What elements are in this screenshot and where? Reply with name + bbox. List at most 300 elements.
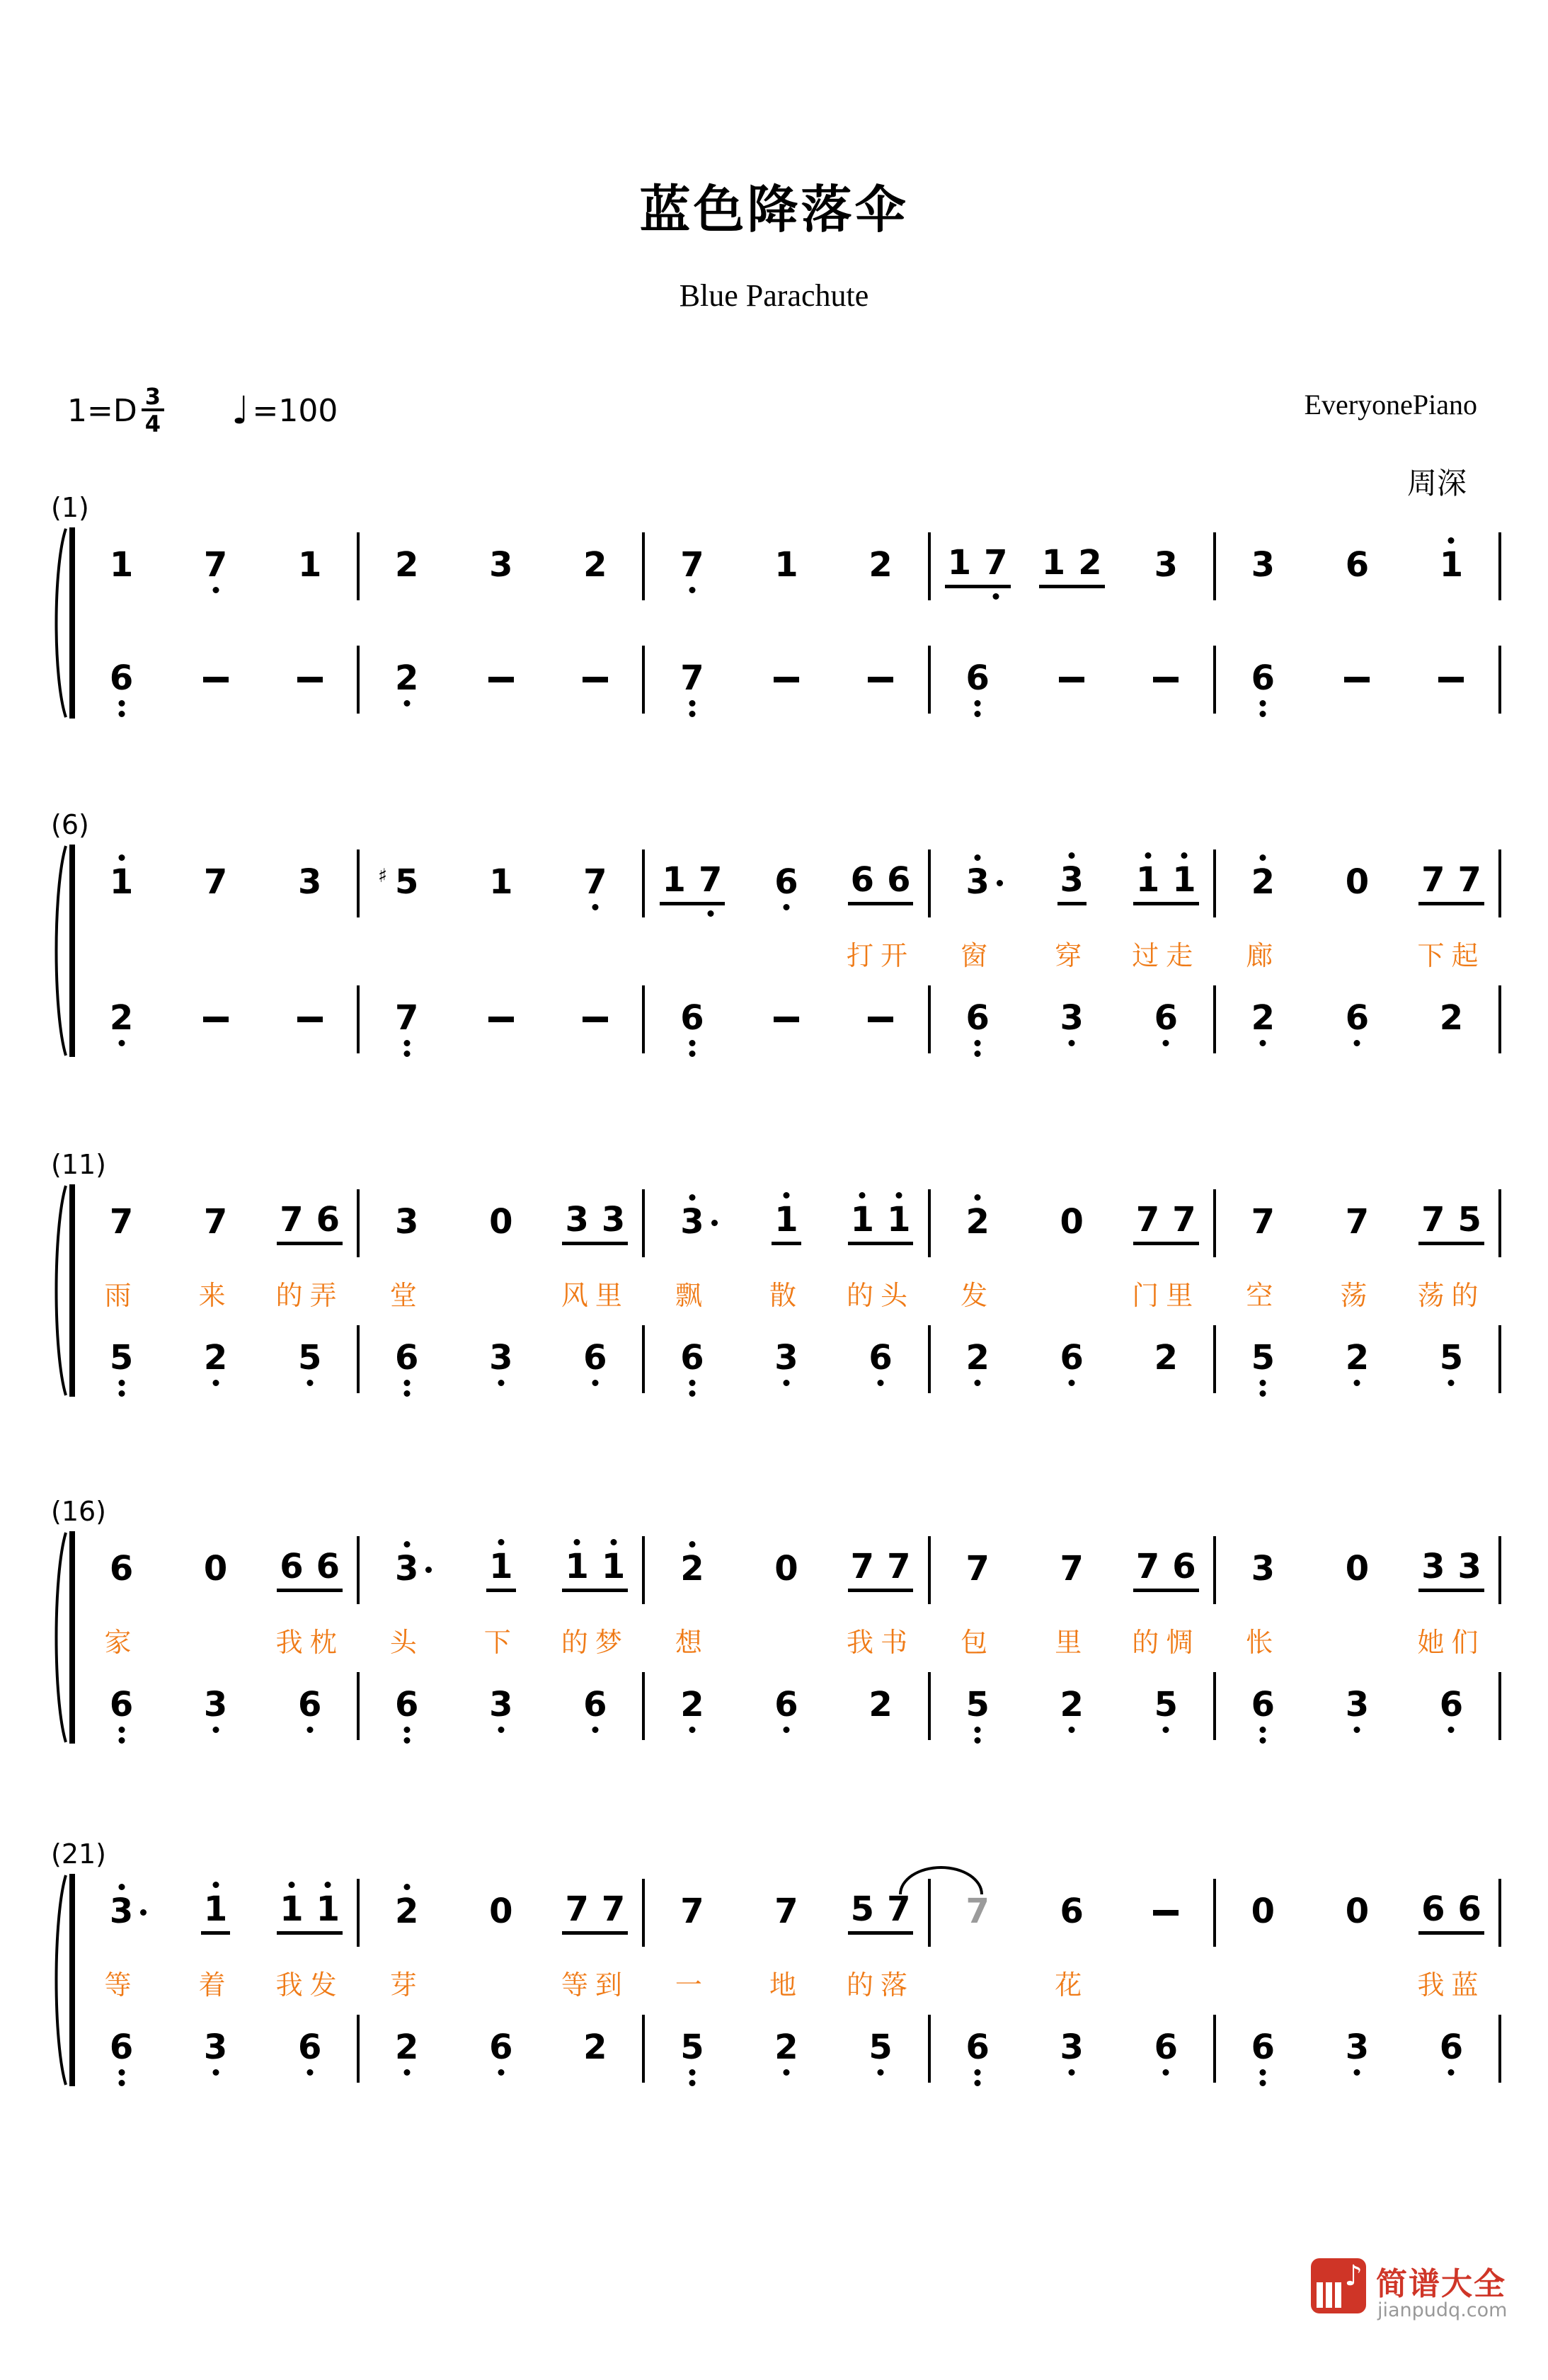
note-group — [201, 1550, 230, 1591]
note-group — [1057, 2029, 1087, 2069]
lyric-slot — [1119, 932, 1213, 974]
note-group — [486, 544, 515, 587]
note-group — [295, 864, 324, 904]
lyric-slot — [454, 1961, 548, 2003]
note-group — [772, 544, 801, 587]
tie-arc — [899, 1866, 983, 1894]
note-group — [486, 2029, 515, 2069]
lyric-slot — [1216, 932, 1310, 974]
note: 6 — [1251, 1686, 1275, 1723]
note: 6 — [298, 1686, 321, 1723]
measure — [360, 644, 642, 715]
note-group — [392, 2029, 421, 2069]
lyric-text: 飘 — [675, 1279, 709, 1311]
beat-slot — [834, 1535, 928, 1606]
note: 2 — [1251, 1000, 1275, 1036]
beat-slot — [263, 848, 357, 919]
lyric-text: 我书 — [847, 1626, 915, 1658]
lyric-slot — [931, 1271, 1025, 1314]
octave-dot-below — [975, 711, 981, 717]
note-group — [1152, 997, 1181, 1040]
octave-dot-below — [403, 1051, 410, 1057]
lyric-slot — [1404, 1961, 1498, 2003]
note-group — [201, 544, 230, 587]
octave-dot-above — [1181, 852, 1187, 859]
note-group — [580, 2029, 609, 2069]
beat-slot — [1404, 984, 1498, 1055]
note-group — [866, 2029, 895, 2069]
octave-dot-below — [707, 910, 713, 917]
note: 2 — [1346, 1339, 1369, 1376]
octave-dot-below — [1069, 2069, 1075, 2076]
note: 1 — [297, 544, 322, 585]
note-group — [295, 2029, 324, 2069]
note: 1 — [887, 1201, 910, 1238]
beat-slot — [1119, 1671, 1213, 1741]
lyric-text: 我发 — [275, 1969, 344, 2001]
lyric-slot — [1310, 932, 1404, 974]
octave-dot-below — [1354, 1040, 1360, 1046]
beat-slot — [1216, 2013, 1310, 2084]
lyric-slot — [1216, 1961, 1310, 2003]
octave-dot-below — [689, 1390, 695, 1397]
note: 6 — [1251, 660, 1275, 697]
note: 1 — [774, 1201, 798, 1238]
octave-dot-above — [118, 1884, 125, 1890]
lyric-slot — [834, 932, 928, 974]
note: 7 — [280, 1200, 304, 1240]
note: 3 — [565, 1200, 589, 1240]
note: 3 — [1346, 2029, 1369, 2066]
bass-staff — [74, 1671, 1501, 1741]
note-group — [945, 544, 1011, 588]
octave-dot-below — [1354, 2069, 1360, 2076]
note: 7 — [1421, 860, 1445, 900]
duration-dash — [774, 677, 799, 682]
beat-slot — [454, 1188, 548, 1259]
lyric-text: 等 — [104, 1969, 139, 2001]
octave-dot-below — [118, 711, 125, 717]
song-subtitle-en: Blue Parachute — [679, 278, 869, 313]
beat-slot — [263, 984, 357, 1055]
note-group — [677, 2029, 706, 2069]
octave-dot-below — [689, 2069, 695, 2076]
note: 6 — [774, 1686, 798, 1723]
octave-dot-below — [1163, 1040, 1169, 1046]
watermark-logo — [1311, 2258, 1366, 2313]
lyric-measure — [1216, 1618, 1498, 1661]
note: 1 — [602, 1548, 625, 1585]
note-group — [201, 1891, 230, 1935]
beat-slot — [74, 848, 168, 919]
note-group — [392, 1686, 421, 1727]
beat-slot — [645, 848, 739, 919]
measure-number-label: (11) — [51, 1149, 107, 1180]
lyric-measure — [931, 1961, 1213, 2003]
note: 6 — [680, 1000, 704, 1036]
note-group — [963, 997, 992, 1040]
note: 6 — [110, 1686, 133, 1723]
octave-dot-below — [118, 2080, 125, 2086]
beat-slot — [548, 1324, 642, 1395]
beat-slot — [1310, 2013, 1404, 2084]
note-group — [1249, 1550, 1278, 1591]
note-group — [580, 864, 609, 904]
note-group — [107, 997, 136, 1040]
octave-dot-below — [1069, 1380, 1075, 1386]
note-group — [392, 997, 421, 1040]
note-group — [848, 1548, 914, 1592]
lyric-measure — [645, 932, 927, 974]
octave-dot-above — [118, 854, 125, 861]
beat-slot — [931, 2013, 1025, 2084]
note: 1 — [489, 862, 513, 902]
note: 3 — [204, 1686, 227, 1723]
octave-dot-below — [403, 1040, 410, 1046]
duration-dash — [774, 1017, 799, 1022]
note-group — [562, 1891, 628, 1935]
measure — [74, 1324, 357, 1395]
note: 2 — [965, 1339, 989, 1376]
octave-dot-above — [325, 1882, 331, 1888]
note-group — [1418, 1548, 1484, 1592]
measure — [645, 1671, 927, 1741]
note: 3 — [1251, 544, 1275, 585]
beat-slot — [1216, 1535, 1310, 1606]
lyric-text: 堂 — [389, 1279, 424, 1311]
note: 1 — [1136, 862, 1159, 898]
note-group — [1418, 1201, 1484, 1245]
lyric-slot — [645, 932, 739, 974]
lyric-slot — [168, 1618, 263, 1661]
system-brace — [52, 1874, 67, 2086]
system-3 — [51, 1149, 1501, 1395]
barline — [1498, 1536, 1501, 1604]
rest-note: 0 — [1345, 862, 1370, 902]
lyric-text: 包 — [961, 1626, 995, 1658]
lyric-text: 想 — [675, 1626, 709, 1658]
beat-slot — [739, 1324, 833, 1395]
measure — [74, 1671, 357, 1741]
beat-slot — [1216, 1324, 1310, 1395]
lyric-text: 我枕 — [275, 1626, 344, 1658]
octave-dot-below — [118, 700, 125, 706]
lyric-slot — [931, 932, 1025, 974]
octave-dot-below — [878, 1380, 884, 1386]
beat-slot — [645, 1671, 739, 1741]
system-brace — [52, 1184, 67, 1397]
melody-staff — [74, 1877, 1501, 1948]
note: 2 — [583, 544, 607, 585]
beat-slot — [1310, 1671, 1404, 1741]
lyric-slot — [548, 932, 642, 974]
beat-slot — [74, 1324, 168, 1395]
beat-slot — [360, 1535, 454, 1606]
lyrics-line — [74, 1618, 1501, 1661]
lyric-text: 散 — [769, 1279, 803, 1311]
beat-slot — [263, 1188, 357, 1259]
beat-slot — [168, 848, 263, 919]
octave-dot-below — [1260, 1737, 1266, 1744]
note-group — [201, 1203, 230, 1244]
note-group — [1133, 862, 1199, 905]
note-group — [677, 660, 706, 700]
note: 1 — [662, 860, 686, 900]
measure-number-label: (1) — [51, 492, 89, 523]
beat-slot — [1404, 1188, 1498, 1259]
note: 1 — [565, 1548, 588, 1585]
beat-slot — [74, 1535, 168, 1606]
octave-dot-below — [498, 2069, 504, 2076]
lyric-slot — [360, 1271, 454, 1314]
note: 3 — [1421, 1547, 1445, 1586]
lyric-slot — [645, 1618, 739, 1661]
note: 6 — [109, 1548, 134, 1589]
beat-slot — [834, 1188, 928, 1259]
beat-slot — [1216, 1877, 1310, 1948]
octave-dot-below — [1069, 1727, 1075, 1733]
measure — [74, 1535, 357, 1606]
measure — [931, 644, 1213, 715]
beat-slot — [1119, 644, 1213, 715]
octave-dot-below — [118, 1390, 125, 1397]
measure — [74, 1877, 357, 1948]
measure — [360, 1877, 642, 1948]
beat-slot — [1025, 1535, 1119, 1606]
measure — [645, 984, 927, 1055]
duration-dash — [583, 1017, 608, 1022]
beat-slot — [1216, 531, 1310, 602]
note: 7 — [850, 1547, 875, 1586]
lyrics-line — [74, 932, 1501, 974]
note: 2 — [680, 1550, 704, 1587]
note: 3 — [395, 1201, 419, 1242]
note: 1 — [1041, 543, 1066, 583]
beat-slot — [168, 1324, 263, 1395]
note-group — [1437, 544, 1466, 587]
lyric-slot — [931, 1961, 1025, 2003]
beat-slot — [645, 984, 739, 1055]
duration-dash — [488, 677, 514, 682]
note-group — [580, 1339, 609, 1380]
note: 6 — [1060, 1339, 1084, 1376]
beat-slot — [1119, 1324, 1213, 1395]
octave-dot-below — [1260, 1727, 1266, 1733]
note-group — [486, 1203, 515, 1244]
octave-dot-below — [1354, 1727, 1360, 1733]
lyric-slot — [1404, 932, 1498, 974]
note-group — [1039, 544, 1105, 588]
octave-dot-below — [1163, 1727, 1169, 1733]
system-brace — [52, 845, 67, 1057]
beat-slot — [834, 848, 928, 919]
measure — [1216, 1188, 1498, 1259]
lyric-text: 地 — [769, 1969, 803, 2001]
barline — [1498, 849, 1501, 917]
note: 3 — [1154, 544, 1178, 585]
lyric-measure — [931, 1618, 1213, 1661]
note: 7 — [1251, 1201, 1275, 1242]
lyric-text: 头 — [389, 1626, 424, 1658]
note: 3 — [1060, 862, 1084, 898]
note: 2 — [680, 1686, 704, 1723]
beat-slot — [1310, 1877, 1404, 1948]
beat-slot — [1025, 1188, 1119, 1259]
note-group — [1249, 544, 1278, 587]
note: 7 — [680, 1891, 704, 1931]
note-group — [1152, 2029, 1181, 2069]
lyric-slot — [739, 932, 833, 974]
watermark — [1311, 2258, 1523, 2336]
measure — [74, 984, 357, 1055]
measure — [360, 1188, 642, 1259]
note-group — [1343, 1550, 1372, 1591]
duration-dash — [583, 677, 608, 682]
note: 3 — [489, 544, 513, 585]
lyric-slot — [168, 932, 263, 974]
octave-dot-below — [1260, 1380, 1266, 1386]
melody-staff — [74, 848, 1501, 919]
lyric-text: 发 — [961, 1279, 995, 1311]
lyric-slot — [1310, 1618, 1404, 1661]
beat-slot — [1025, 1324, 1119, 1395]
beat-slot — [1025, 644, 1119, 715]
note: 7 — [601, 1889, 626, 1929]
octave-dot-above — [689, 1194, 695, 1201]
beat-slot — [1119, 984, 1213, 1055]
octave-dot-above — [859, 1192, 866, 1198]
note-group — [772, 1339, 801, 1380]
beat-slot — [1310, 531, 1404, 602]
octave-dot-below — [212, 587, 219, 593]
beat-slot — [645, 1877, 739, 1948]
duration-dash — [1344, 677, 1370, 682]
note: 3 — [965, 864, 989, 900]
measure — [645, 531, 927, 602]
note: 7 — [583, 864, 607, 900]
measure — [1216, 2013, 1498, 2084]
measure — [1216, 984, 1498, 1055]
note-group — [1057, 997, 1087, 1040]
beat-slot — [834, 531, 928, 602]
measure — [74, 644, 357, 715]
beat-slot — [1404, 848, 1498, 919]
lyric-text: 的梦 — [561, 1626, 629, 1658]
lyrics-line — [74, 1961, 1501, 2003]
lyric-slot — [834, 1271, 928, 1314]
note-group — [772, 1893, 801, 1933]
note: 6 — [280, 1547, 304, 1586]
note-group — [107, 1203, 136, 1244]
artist-credit: 周深 — [1406, 468, 1467, 500]
note-group — [963, 1686, 992, 1727]
note-group — [107, 1550, 136, 1591]
measure — [645, 1535, 927, 1606]
beat-slot — [739, 1535, 833, 1606]
octave-dot-above — [403, 1884, 410, 1890]
barline — [1498, 646, 1501, 714]
note: 3 — [489, 1339, 512, 1376]
note-group — [1418, 1891, 1484, 1935]
note-group — [295, 544, 324, 587]
note-group — [1057, 1686, 1087, 1727]
lyric-slot — [263, 1618, 357, 1661]
octave-dot-below — [878, 2069, 884, 2076]
beat-slot — [168, 984, 263, 1055]
note: 5 — [298, 1339, 321, 1376]
note-group — [295, 1686, 324, 1727]
system-2 — [51, 809, 1501, 1055]
note: 1 — [1172, 862, 1196, 898]
note-group — [201, 1686, 230, 1727]
note: 3 — [297, 862, 322, 902]
measure-number-label: (6) — [51, 809, 89, 840]
beat-slot — [74, 644, 168, 715]
octave-dot-below — [689, 1051, 695, 1057]
rest-note: 0 — [1345, 1548, 1370, 1589]
beat-slot — [1025, 1877, 1119, 1948]
note: 3 — [1346, 1686, 1369, 1723]
beat-slot — [931, 531, 1025, 602]
note: 6 — [1440, 2029, 1463, 2066]
note-group — [1057, 1893, 1087, 1933]
measure — [931, 531, 1213, 602]
measure — [931, 1671, 1213, 1741]
beat-slot — [645, 644, 739, 715]
note: 7 — [565, 1889, 589, 1929]
note: 6 — [316, 1547, 340, 1586]
measure — [360, 1535, 642, 1606]
octave-dot-below — [992, 593, 999, 600]
beat-slot — [74, 531, 168, 602]
octave-dot-above — [784, 1192, 790, 1198]
note: 1 — [851, 1201, 874, 1238]
octave-dot-below — [689, 1380, 695, 1386]
octave-dot-below — [689, 1727, 695, 1733]
lyric-slot — [360, 1618, 454, 1661]
note-group — [201, 864, 230, 904]
octave-dot-below — [403, 1727, 410, 1733]
lyric-slot — [74, 1271, 168, 1314]
octave-dot-below — [1448, 1380, 1455, 1386]
note: 2 — [395, 1893, 418, 1930]
note-group — [201, 1339, 230, 1380]
measure — [645, 848, 927, 919]
lyric-measure — [360, 1961, 642, 2003]
note: 6 — [1154, 1000, 1178, 1036]
system-1 — [51, 492, 1501, 715]
note-group — [660, 862, 726, 905]
octave-dot-below — [592, 1727, 598, 1733]
note: 7 — [1457, 860, 1481, 900]
note: 2 — [395, 660, 418, 697]
barline — [1498, 1672, 1501, 1740]
octave-dot-above — [1145, 852, 1151, 859]
octave-dot-above — [1069, 852, 1075, 859]
beat-slot — [263, 2013, 357, 2084]
lyric-slot — [360, 932, 454, 974]
beat-slot — [548, 531, 642, 602]
note: 6 — [110, 2029, 133, 2066]
measure — [74, 2013, 357, 2084]
note: 6 — [1172, 1547, 1196, 1586]
beat-slot — [263, 531, 357, 602]
note-group — [1343, 544, 1372, 587]
beat-slot — [454, 984, 548, 1055]
note: 1 — [774, 544, 798, 585]
note: 7 — [395, 1000, 418, 1036]
beat-slot — [454, 2013, 548, 2084]
